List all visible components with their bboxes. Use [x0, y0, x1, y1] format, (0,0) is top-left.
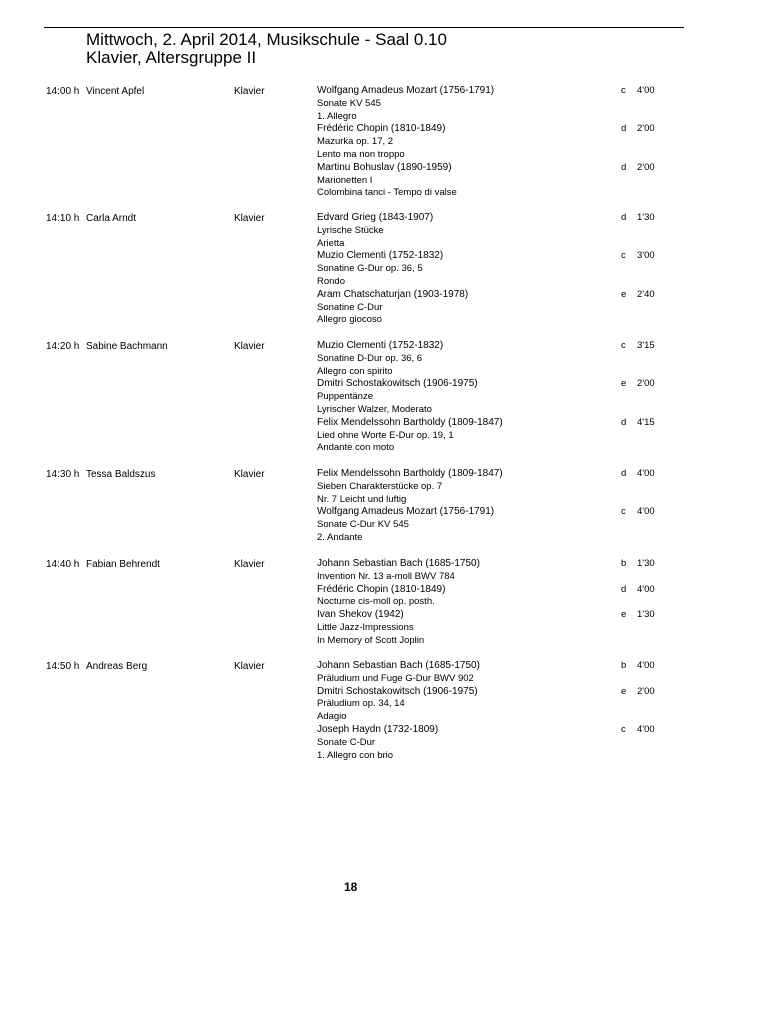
piece-title-line: Colombina tanci - Tempo di valse — [317, 187, 457, 199]
composer-name: Frédéric Chopin (1810-1849) — [317, 123, 446, 135]
difficulty-category: e — [621, 378, 627, 390]
composer-name: Dmitri Schostakowitsch (1906-1975) — [317, 378, 478, 390]
piece-title-line: Präludium und Fuge G-Dur BWV 902 — [317, 672, 474, 684]
piece-composer-row — [317, 558, 677, 571]
piece-title-line: 1. Allegro — [317, 110, 357, 122]
slot-time: 14:30 h — [46, 469, 80, 480]
instrument: Klavier — [234, 341, 265, 352]
performer-name: Fabian Behrendt — [86, 559, 160, 570]
difficulty-category: d — [621, 212, 627, 223]
piece-composer-row — [317, 417, 677, 430]
composer-name: Edvard Grieg (1843-1907) — [317, 212, 434, 223]
difficulty-category: d — [621, 416, 627, 428]
piece-title-line: Nocturne cis-moll op. posth. — [317, 596, 435, 608]
piece-duration: 4'00 — [637, 660, 655, 671]
repertoire — [317, 660, 677, 762]
piece-title-line: Präludium op. 34, 14 — [317, 698, 405, 710]
instrument: Klavier — [234, 469, 265, 480]
slot-time: 14:10 h — [46, 213, 80, 224]
piece-title-line: Little Jazz-Impressions — [317, 621, 414, 633]
difficulty-category: c — [621, 250, 626, 262]
piece-title-line: Puppentänze — [317, 391, 373, 403]
repertoire — [317, 85, 677, 200]
piece-title-line: 2. Andante — [317, 531, 363, 543]
piece-composer-row — [317, 584, 677, 597]
page-subtitle: Klavier, Altersgruppe II — [86, 48, 257, 67]
slot-time: 14:20 h — [46, 341, 80, 352]
repertoire — [317, 468, 677, 545]
piece-duration: 2'00 — [637, 685, 655, 697]
performer-name: Carla Arndt — [86, 213, 137, 224]
piece-title-line: Sonate C-Dur KV 545 — [317, 519, 409, 531]
difficulty-category: e — [621, 288, 627, 300]
difficulty-category: d — [621, 583, 627, 595]
piece-duration: 4'00 — [637, 506, 655, 518]
composer-name: Joseph Haydn (1732-1809) — [317, 723, 439, 735]
piece-title-line: Rondo — [317, 275, 345, 287]
composer-name: Johann Sebastian Bach (1685-1750) — [317, 660, 480, 671]
difficulty-category: c — [621, 723, 626, 735]
difficulty-category: d — [621, 468, 627, 479]
composer-name: Dmitri Schostakowitsch (1906-1975) — [317, 685, 478, 697]
composer-name: Felix Mendelssohn Bartholdy (1809-1847) — [317, 416, 503, 428]
performer-name: Tessa Baldszus — [86, 469, 156, 480]
piece-title-line: 1. Allegro con brio — [317, 749, 394, 761]
difficulty-category: c — [621, 85, 626, 96]
piece-duration: 4'15 — [637, 416, 655, 428]
piece-title-line: Nr. 7 Leicht und luftig — [317, 493, 407, 505]
composer-name: Aram Chatschaturjan (1903-1978) — [317, 288, 469, 300]
piece-duration: 3'15 — [637, 340, 655, 351]
piece-title-line: Adagio — [317, 711, 347, 723]
piece-title-line: Andante con moto — [317, 442, 395, 454]
composer-name: Felix Mendelssohn Bartholdy (1809-1847) — [317, 468, 503, 479]
piece-title-line: Sonatine C-Dur — [317, 301, 383, 313]
instrument: Klavier — [234, 213, 265, 224]
piece-composer-row — [317, 123, 677, 136]
piece-title-line: In Memory of Scott Joplin — [317, 634, 425, 646]
piece-title-line: Sieben Charakterstücke op. 7 — [317, 480, 443, 492]
composer-name: Muzio Clementi (1752-1832) — [317, 250, 444, 262]
slot-time: 14:40 h — [46, 559, 80, 570]
composer-name: Muzio Clementi (1752-1832) — [317, 340, 444, 351]
piece-title-line: Invention Nr. 13 a-moll BWV 784 — [317, 570, 455, 582]
piece-title-line: Sonatine D-Dur op. 36, 6 — [317, 352, 423, 364]
piece-title-line: Mazurka op. 17, 2 — [317, 136, 394, 148]
piece-title-line: Lento ma non troppo — [317, 148, 405, 160]
piece-composer-row — [317, 85, 677, 98]
piece-duration: 3'00 — [637, 250, 655, 262]
repertoire — [317, 212, 677, 327]
page-number: 18 — [344, 880, 358, 894]
piece-composer-row — [317, 724, 677, 737]
page-title: Mittwoch, 2. April 2014, Musikschule - Saal 0.10 — [86, 30, 447, 49]
slot-time: 14:00 h — [46, 86, 80, 97]
piece-composer-row — [317, 660, 677, 673]
piece-composer-row — [317, 162, 677, 175]
difficulty-category: e — [621, 609, 627, 621]
piece-composer-row — [317, 212, 677, 225]
header-rule — [44, 27, 684, 28]
difficulty-category: b — [621, 558, 627, 569]
performer-name: Sabine Bachmann — [86, 341, 168, 352]
difficulty-category: c — [621, 506, 626, 518]
piece-title-line: Sonate C-Dur — [317, 736, 376, 748]
composer-name: Martinu Bohuslav (1890-1959) — [317, 161, 452, 173]
piece-title-line: Sonatine G-Dur op. 36, 5 — [317, 263, 423, 275]
piece-duration: 2'00 — [637, 161, 655, 173]
composer-name: Ivan Shekov (1942) — [317, 609, 404, 621]
difficulty-category: c — [621, 340, 626, 351]
piece-duration: 2'00 — [637, 378, 655, 390]
piece-duration: 2'40 — [637, 288, 655, 300]
slot-time: 14:50 h — [46, 661, 80, 672]
piece-composer-row — [317, 289, 677, 302]
composer-name: Wolfgang Amadeus Mozart (1756-1791) — [317, 85, 495, 96]
piece-composer-row — [317, 468, 677, 481]
piece-duration: 4'00 — [637, 468, 655, 479]
piece-composer-row — [317, 686, 677, 699]
piece-title-line: Sonate KV 545 — [317, 97, 381, 109]
piece-composer-row — [317, 506, 677, 519]
composer-name: Wolfgang Amadeus Mozart (1756-1791) — [317, 506, 495, 518]
piece-duration: 1'30 — [637, 558, 655, 569]
difficulty-category: d — [621, 161, 627, 173]
instrument: Klavier — [234, 86, 265, 97]
composer-name: Frédéric Chopin (1810-1849) — [317, 583, 446, 595]
piece-title-line: Lied ohne Worte E-Dur op. 19, 1 — [317, 429, 454, 441]
performer-name: Andreas Berg — [86, 661, 148, 672]
difficulty-category: d — [621, 123, 627, 135]
piece-duration: 2'00 — [637, 123, 655, 135]
performer-name: Vincent Apfel — [86, 86, 145, 97]
composer-name: Johann Sebastian Bach (1685-1750) — [317, 558, 480, 569]
piece-composer-row — [317, 340, 677, 353]
difficulty-category: e — [621, 685, 627, 697]
piece-title-line: Allegro con spirito — [317, 365, 393, 377]
piece-composer-row — [317, 609, 677, 622]
piece-composer-row — [317, 378, 677, 391]
piece-title-line: Marionetten I — [317, 174, 373, 186]
repertoire — [317, 340, 677, 455]
piece-title-line: Allegro giocoso — [317, 314, 382, 326]
instrument: Klavier — [234, 661, 265, 672]
piece-title-line: Lyrische Stücke — [317, 224, 384, 236]
piece-duration: 4'00 — [637, 85, 655, 96]
instrument: Klavier — [234, 559, 265, 570]
difficulty-category: b — [621, 660, 627, 671]
piece-composer-row — [317, 250, 677, 263]
piece-duration: 1'30 — [637, 609, 655, 621]
piece-duration: 4'00 — [637, 583, 655, 595]
piece-title-line: Arietta — [317, 237, 345, 249]
piece-duration: 4'00 — [637, 723, 655, 735]
repertoire — [317, 558, 677, 648]
piece-duration: 1'30 — [637, 212, 655, 223]
piece-title-line: Lyrischer Walzer, Moderato — [317, 403, 432, 415]
